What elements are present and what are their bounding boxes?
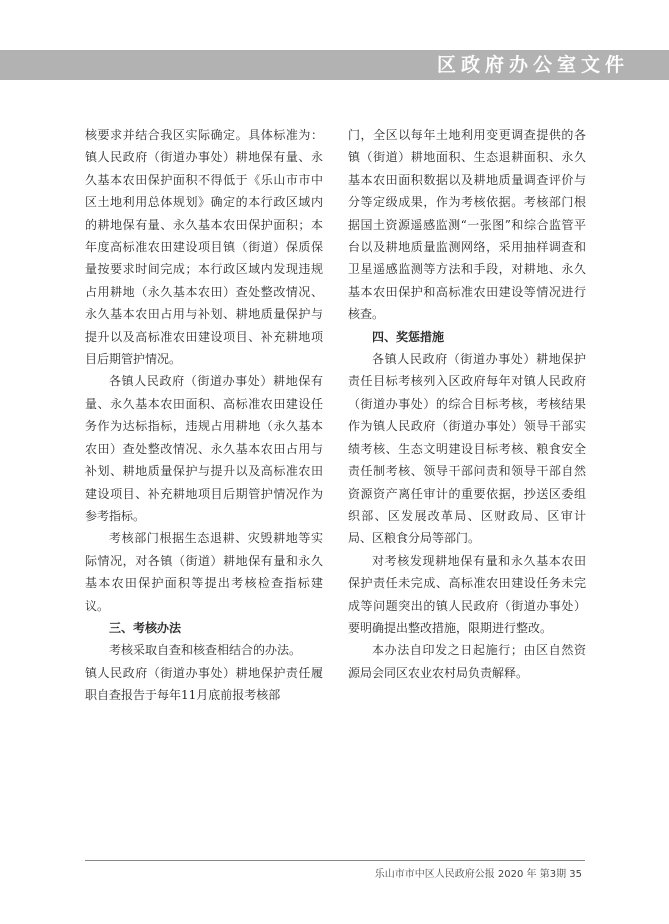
header-banner bbox=[0, 50, 669, 80]
paragraph: 考核部门根据生态退耕、灾毁耕地等实际情况，对各镇（街道）耕地保有量和永久基本农田保护面积等提出考核检查指标建议。 bbox=[85, 531, 323, 613]
section-heading: 三、考核办法 bbox=[109, 620, 182, 635]
paragraph: 门，全区以每年土地利用变更调查提供的各镇（街道）耕地面积、生态退耕面积、永久基本农田面积数据以及耕地质量调查评价与分等定级成果，作为考核依据。考核部门根据国土资源遥感监测“一张图”和综合监管平台以及耕地质量监测网络，采用抽样调查和卫星遥感监测等方法和手段，对耕地、永久基本农田保护和高标准农田建设等情况进行核查。 bbox=[348, 128, 586, 322]
footer-divider bbox=[85, 860, 585, 861]
paragraph: 各镇人民政府（街道办事处）耕地保护责任目标考核列入区政府每年对镇人民政府（街道办事处）的综合目标考核，考核结果作为镇人民政府（街道办事处）领导干部实绩考核、生态文明建设目标考核、粮食安全责任制考核、领导干部问责和领导干部自然资源资产离任审计的重要依据，抄送区委组织部、区发展改革局、区财政局、区审计局、区粮食分局等部门。 bbox=[348, 352, 586, 546]
paragraph: 本办法自印发之日起施行；由区自然资源局会同区农业农村局负责解释。 bbox=[348, 643, 586, 680]
right-text-column bbox=[348, 124, 586, 684]
footer-publication-info: 乐山市市中区人民政府公报 2020 年 第3期 35 bbox=[374, 869, 582, 880]
paragraph: 各镇人民政府（街道办事处）耕地保有量、永久基本农田面积、高标准农田建设任务作为达标指标，违规占用耕地（永久基本农田）查处整改情况、永久基本农田占用与补划、耕地质量保护与提升以及高标准农田建设项目、补充耕地项目后期管护情况作为参考指标。 bbox=[85, 374, 323, 523]
document-category-title: 区政府办公室文件 bbox=[436, 54, 629, 76]
paragraph: 镇人民政府（街道办事处）耕地保护责任履职自查报告于每年11月底前报考核部 bbox=[85, 665, 323, 703]
paragraph: 考核采取自查和核查相结合的办法。 bbox=[109, 643, 302, 658]
left-text-column bbox=[85, 124, 323, 707]
paragraph: 核要求并结合我区实际确定。具体标准为：镇人民政府（街道办事处）耕地保有量、永久基本农田保护面积不得低于《乐山市市中区土地利用总体规划》确定的本行政区域内的耕地保有量、永久基本农田保护面积；本年度高标准农田建设项目镇（街道）保质保量按要求时间完成；本行政区域内发现违规占用耕地（永久基本农田）查处整改情况、永久基本农田占用与补划、耕地质量保护与提升以及高标准农田建设项目、补充耕地项目后期管护情况。 bbox=[85, 128, 323, 367]
section-heading: 四、奖惩措施 bbox=[372, 329, 445, 344]
paragraph: 对考核发现耕地保有量和永久基本农田保护责任未完成、高标准农田建设任务未完成等问题突出的镇人民政府（街道办事处）要明确提出整改措施，限期进行整改。 bbox=[348, 553, 586, 635]
